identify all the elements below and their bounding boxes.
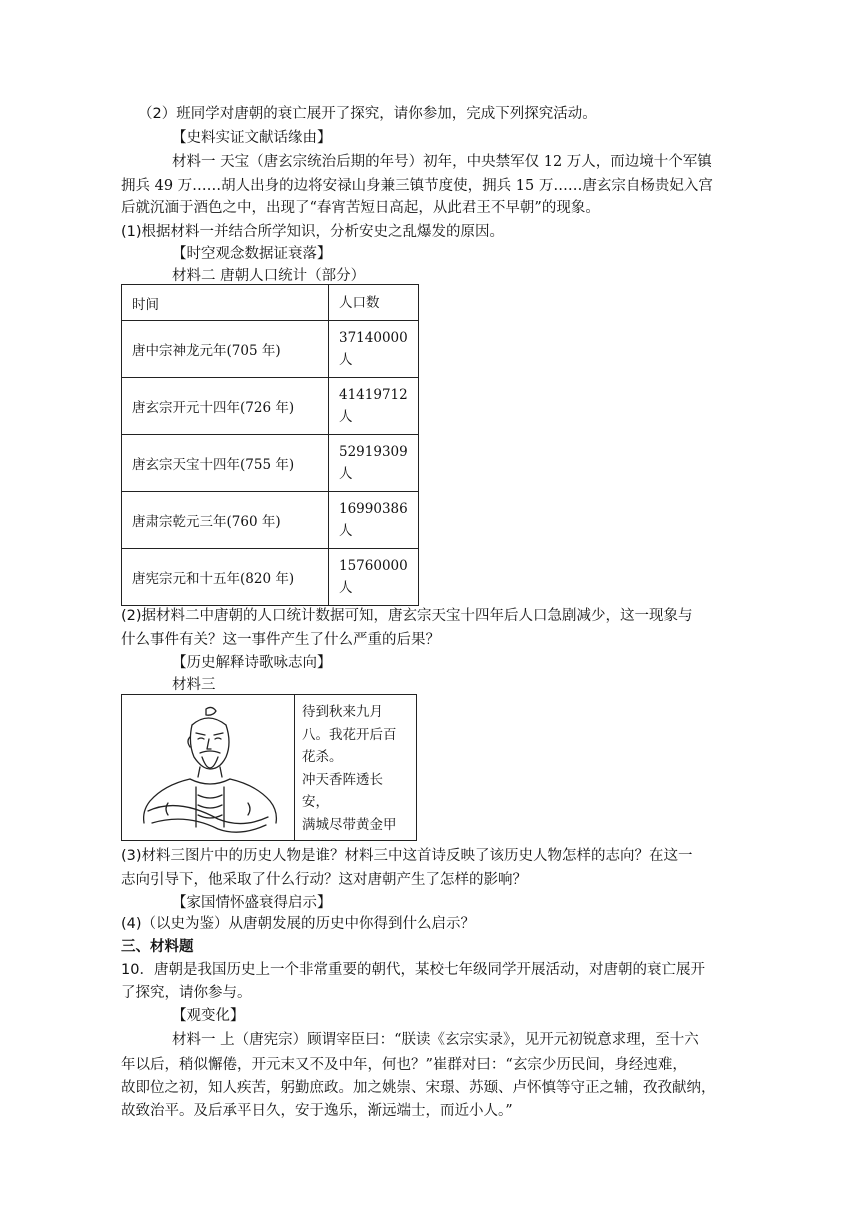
column-header-population: 人口数 xyxy=(329,285,419,321)
material-1-line: 拥兵 49 万……胡人出身的边将安禄山身兼三镇节度使，拥兵 15 万……唐玄宗自杨贵妃入宫 xyxy=(121,178,713,194)
material-q10-line: 故即位之初，知人疾苦，躬勤庶政。加之姚崇、宋璟、苏颋、卢怀慎等守正之辅，孜孜献纳， xyxy=(121,1080,716,1096)
table-cell-population: 15760000 人 xyxy=(329,549,419,606)
historical-figure-portrait xyxy=(128,703,288,835)
material-q10-line: 年以后，稍似懈倦，开元末又不及中年，何也？”崔群对曰：“玄宗少历民间，身经迍难， xyxy=(121,1057,687,1073)
table-cell-time: 唐肃宗乾元三年(760 年) xyxy=(122,492,329,549)
heading-sources: 【史料实证文献话缘由】 xyxy=(172,130,332,146)
table-row xyxy=(122,378,419,435)
heading-lessons: 【家国情怀盛衰得启示】 xyxy=(172,895,332,911)
question-2-line: (2)据材料二中唐朝的人口统计数据可知，唐玄宗天宝十四年后人口急剧减少，这一现象与 xyxy=(121,608,693,624)
table-header-row xyxy=(122,285,419,321)
portrait-drawing xyxy=(128,703,288,835)
material-3-box xyxy=(121,694,417,841)
table-cell-population: 16990386 人 xyxy=(329,492,419,549)
table-cell-time: 唐玄宗天宝十四年(755 年) xyxy=(122,435,329,492)
population-table xyxy=(121,284,419,606)
table-cell-time: 唐宪宗元和十五年(820 年) xyxy=(122,549,329,606)
question-1: (1)根据材料一并结合所学知识，分析安史之乱爆发的原因。 xyxy=(121,224,505,240)
question-4: (4)（以史为鉴）从唐朝发展的历史中你得到什么启示？ xyxy=(121,916,476,932)
heading-changes: 【观变化】 xyxy=(172,1008,245,1024)
poem-line: 满城尽带黄金甲 xyxy=(302,816,397,833)
table-cell-population: 37140000 人 xyxy=(329,321,419,378)
q2-intro: （2）班同学对唐朝的衰亡展开了探究，请你参加，完成下列探究活动。 xyxy=(138,106,597,122)
table-row xyxy=(122,549,419,606)
poem-line: 待到秋来九月 xyxy=(302,704,383,720)
question-3-line: 志向引导下，他采取了什么行动？这对唐朝产生了怎样的影响？ xyxy=(121,872,527,888)
material-1-line: 材料一 天宝（唐玄宗统治后期的年号）初年，中央禁军仅 12 万人，而边境十个军镇 xyxy=(172,154,712,170)
table-row xyxy=(122,435,419,492)
question-10-line: 了探究，请你参与。 xyxy=(121,985,252,1001)
question-3-line: (3)材料三图片中的历史人物是谁？材料三中这首诗反映了该历史人物怎样的志向？在这一 xyxy=(121,848,693,864)
table-cell-population: 52919309 人 xyxy=(329,435,419,492)
poem-line: 安， xyxy=(302,794,329,810)
box-divider xyxy=(294,695,295,840)
material-q10-line: 材料一 上（唐宪宗）顾谓宰臣曰：“朕读《玄宗实录》，见开元初锐意求理，至十六 xyxy=(172,1032,699,1048)
poem-line: 冲天香阵透长 xyxy=(302,771,383,788)
material-2-title: 材料二 唐朝人口统计（部分） xyxy=(172,268,366,284)
table-row xyxy=(122,321,419,378)
column-header-time: 时间 xyxy=(122,285,329,321)
heading-poetry: 【历史解释诗歌咏志向】 xyxy=(172,655,332,671)
table-cell-time: 唐中宗神龙元年(705 年) xyxy=(122,321,329,378)
material-3-title: 材料三 xyxy=(172,677,216,693)
poem-line: 八。我花开后百 xyxy=(302,726,397,743)
material-q10-line: 故致治平。及后承平日久，安于逸乐，渐远端士，而近小人。” xyxy=(121,1103,513,1119)
table-cell-population: 41419712 人 xyxy=(329,378,419,435)
heading-data: 【时空观念数据证衰落】 xyxy=(172,246,332,262)
table-row xyxy=(122,492,419,549)
poem xyxy=(302,701,414,836)
section-title: 三、材料题 xyxy=(121,939,194,955)
poem-line: 花杀。 xyxy=(302,749,343,765)
table-cell-time: 唐玄宗开元十四年(726 年) xyxy=(122,378,329,435)
material-1-line: 后就沉湎于酒色之中，出现了“春宵苦短日高起，从此君王不早朝”的现象。 xyxy=(121,200,600,216)
question-2-line: 什么事件有关？这一事件产生了什么严重的后果？ xyxy=(121,632,440,648)
question-10-line: 10．唐朝是我国历史上一个非常重要的朝代，某校七年级同学开展活动，对唐朝的衰亡展开 xyxy=(121,962,705,978)
